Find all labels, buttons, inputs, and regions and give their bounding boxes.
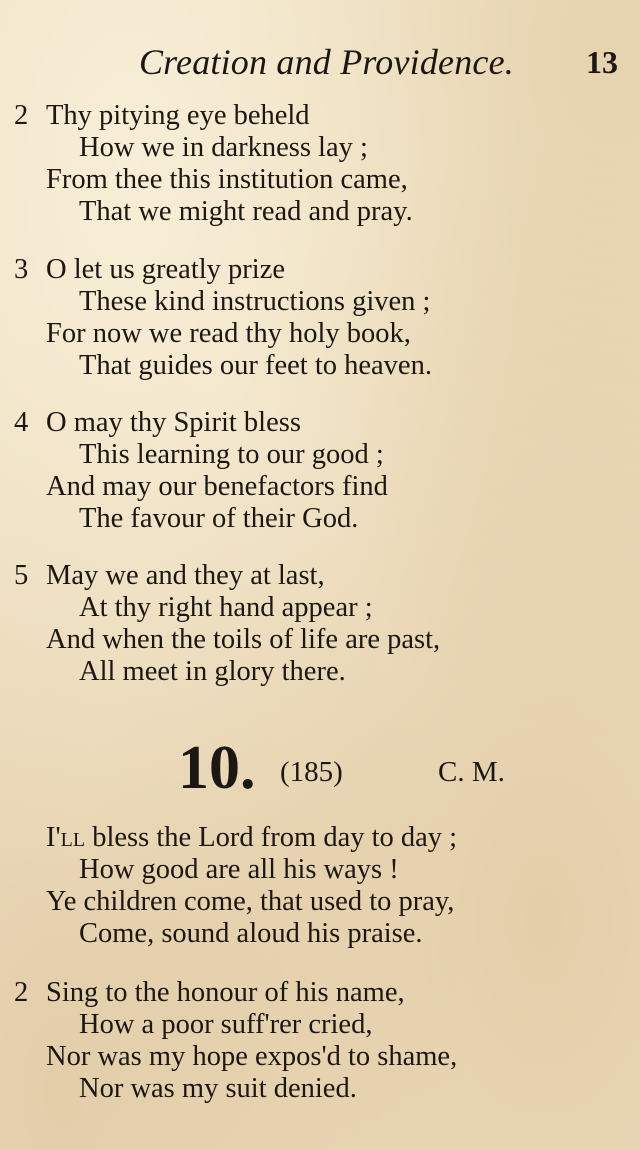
verse-number: 4 <box>14 407 29 438</box>
hymn-heading <box>0 730 640 810</box>
verse-line <box>0 164 640 196</box>
hymn-number: 10. <box>178 734 256 802</box>
verse-line <box>0 977 640 1009</box>
verse-line <box>0 886 640 918</box>
verse-text: Nor was my suit denied. <box>79 1073 357 1104</box>
verse-line <box>0 592 640 624</box>
verse-text: Ye children come, that used to pray, <box>46 886 455 917</box>
verse-text: O let us greatly prize <box>46 254 285 285</box>
verse-line <box>0 822 640 854</box>
verse-line <box>0 918 640 950</box>
hymn-reference: (185) <box>280 756 343 788</box>
verse-line <box>0 318 640 350</box>
verse-line <box>0 196 640 228</box>
verse-text: That we might read and pray. <box>79 196 413 227</box>
verse-line <box>0 624 640 656</box>
hymn-verse-1 <box>0 822 640 950</box>
verse-line <box>0 854 640 886</box>
verse-line <box>0 560 640 592</box>
verse-line <box>0 286 640 318</box>
verse-text: At thy right hand appear ; <box>79 592 373 623</box>
verse-line <box>0 1009 640 1041</box>
verse-text: From thee this institution came, <box>46 164 408 195</box>
verse-line <box>0 407 640 439</box>
verse-text <box>46 822 457 854</box>
verse-text: May we and they at last, <box>46 560 325 591</box>
verse-text: This learning to our good ; <box>79 439 384 470</box>
verse-text: Come, sound aloud his praise. <box>79 918 423 949</box>
first-line-rest: bless the Lord from day to day ; <box>85 822 458 853</box>
verse-number: 2 <box>14 977 29 1008</box>
verse-text: These kind instructions given ; <box>79 286 431 317</box>
hymn-meter: C. M. <box>438 756 505 788</box>
running-head <box>0 40 640 90</box>
verse-text: How good are all his ways ! <box>79 854 399 885</box>
section-title: Creation and Providence. <box>138 42 514 82</box>
drop-initial: I' <box>46 822 61 853</box>
verse-text: How we in darkness lay ; <box>79 132 368 163</box>
verse-line <box>0 100 640 132</box>
verse-text: And may our benefactors find <box>46 471 388 502</box>
verse-line <box>0 1073 640 1105</box>
verse-5 <box>0 560 640 688</box>
verse-line <box>0 254 640 286</box>
verse-text: The favour of their God. <box>79 503 359 534</box>
verse-line <box>0 132 640 164</box>
verse-line <box>0 1041 640 1073</box>
verse-text: Nor was my hope expos'd to shame, <box>46 1041 458 1072</box>
verse-text: How a poor suff'rer cried, <box>79 1009 373 1040</box>
verse-text: Sing to the honour of his name, <box>46 977 405 1008</box>
verse-text: For now we read thy holy book, <box>46 318 411 349</box>
verse-3 <box>0 254 640 382</box>
verse-line <box>0 471 640 503</box>
verse-2 <box>0 100 640 228</box>
first-word-smallcaps: ll <box>60 822 86 853</box>
verse-line <box>0 656 640 688</box>
verse-text: All meet in glory there. <box>79 656 346 687</box>
verse-number: 3 <box>14 254 29 285</box>
verse-number: 2 <box>14 100 29 131</box>
verse-line <box>0 350 640 382</box>
page-number: 13 <box>586 44 618 80</box>
verse-text: That guides our feet to heaven. <box>79 350 432 381</box>
verse-number: 5 <box>14 560 29 591</box>
verse-text: O may thy Spirit bless <box>46 407 301 438</box>
verse-text: Thy pitying eye beheld <box>46 100 310 131</box>
verse-text: And when the toils of life are past, <box>46 624 441 655</box>
verse-line <box>0 439 640 471</box>
verse-line <box>0 503 640 535</box>
verse-4 <box>0 407 640 535</box>
hymn-verse-2 <box>0 977 640 1105</box>
